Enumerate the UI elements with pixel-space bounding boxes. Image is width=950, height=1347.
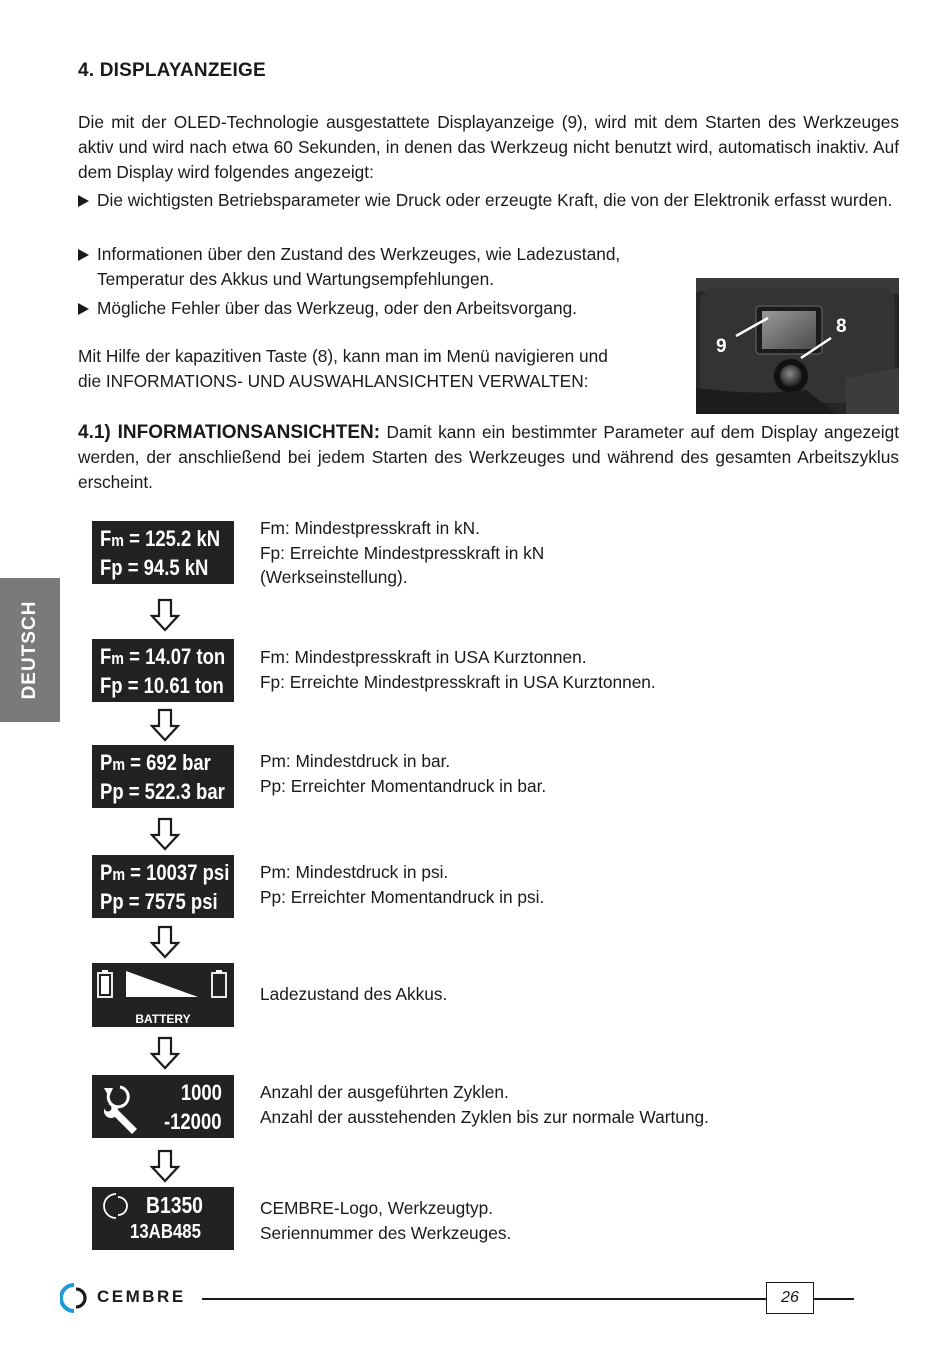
down-arrow-icon <box>150 598 180 632</box>
display-line-1: Fm = 125.2 kN <box>100 526 221 551</box>
description-line: Fm: Mindestpresskraft in USA Kurztonnen. <box>260 647 587 667</box>
description-line: Anzahl der ausgeführten Zyklen. <box>260 1082 509 1102</box>
display-description <box>260 1196 511 1245</box>
description-line: Fp: Erreichte Mindestpresskraft in USA Kurztonnen. <box>260 671 656 692</box>
oled-display-bar <box>92 745 234 808</box>
oled-display-psi <box>92 855 234 918</box>
oled-display-kn <box>92 521 234 584</box>
section-41-title: 4.1) INFORMATIONSANSICHTEN: <box>78 422 381 443</box>
footer-brand: CEMBRE <box>97 1287 186 1306</box>
oled-display-cycles <box>92 1075 234 1138</box>
battery-label: BATTERY <box>135 1012 191 1026</box>
down-arrow-icon <box>150 708 180 742</box>
description-line: (Werkseinstellung). <box>260 567 408 587</box>
play-triangle-icon <box>78 303 89 315</box>
down-arrow-icon <box>150 925 180 959</box>
description-line: Pm: Mindestdruck in bar. <box>260 751 451 771</box>
footer-rule-right <box>814 1298 854 1300</box>
bullet-item <box>78 188 899 213</box>
cycle-icon <box>104 1087 128 1107</box>
cycles-done: 1000 <box>180 1080 222 1105</box>
section-41-text: Damit kann ein bestimmter Parameter auf dem Display angezeigt werden, der anschließend bei jedem Starten des Werkzeuges und während des gesamten Arbeitszyklus erscheint. <box>78 422 899 492</box>
oled-display-ton <box>92 639 234 702</box>
section-41 <box>78 420 899 495</box>
battery-full-icon <box>98 970 112 997</box>
cycles-pending: -12000 <box>164 1109 222 1134</box>
display-line-1: Pm = 10037 psi <box>100 860 230 885</box>
oled-display-model <box>92 1187 234 1250</box>
description-line: Fp: Erreichte Mindestpresskraft in kN <box>260 542 545 563</box>
display-description <box>260 860 544 909</box>
description-line: Pm: Mindestdruck in psi. <box>260 862 449 882</box>
display-line-1: Pm = 692 bar <box>100 750 211 775</box>
page-number: 26 <box>766 1282 814 1314</box>
photo-label-9: 9 <box>716 336 727 357</box>
language-side-tab-label: DEUTSCH <box>19 600 40 700</box>
display-line-2: Fp = 94.5 kN <box>100 555 209 580</box>
section-heading: 4. DISPLAYANZEIGE <box>78 60 266 81</box>
cembre-logo-icon <box>60 1282 90 1314</box>
down-arrow-icon <box>150 817 180 851</box>
display-line-2: Fp = 10.61 ton <box>100 673 224 698</box>
play-triangle-icon <box>78 249 89 261</box>
bullet-text: Informationen über den Zustand des Werkzeuges, wie Ladezustand, Temperatur des Akkus und Wartungsempfehlungen. <box>97 244 621 289</box>
description-line: Fm: Mindestpresskraft in kN. <box>260 518 480 538</box>
description-line: Seriennummer des Werkzeuges. <box>260 1222 512 1243</box>
display-description <box>260 645 656 694</box>
oled-display-battery <box>92 963 234 1027</box>
display-description <box>260 1080 709 1129</box>
description-line: CEMBRE-Logo, Werkzeugtyp. <box>260 1198 494 1218</box>
tool-display-photo <box>696 278 899 414</box>
bullet-text: Mögliche Fehler über das Werkzeug, oder den Arbeitsvorgang. <box>97 298 577 318</box>
down-arrow-icon <box>150 1149 180 1183</box>
play-triangle-icon <box>78 195 89 207</box>
display-description <box>260 749 546 798</box>
description-line: Pp: Erreichter Momentandruck in psi. <box>260 886 545 907</box>
description-line: Pp: Erreichter Momentandruck in bar. <box>260 775 547 796</box>
photo-label-8: 8 <box>836 316 847 337</box>
display-line-1: Fm = 14.07 ton <box>100 644 226 669</box>
display-description <box>260 516 544 590</box>
description-line: Anzahl der ausstehenden Zyklen bis zur normale Wartung. <box>260 1106 709 1127</box>
footer-rule-left <box>202 1298 766 1300</box>
description-line: Ladezustand des Akkus. <box>260 984 448 1004</box>
down-arrow-icon <box>150 1036 180 1070</box>
intro-paragraph: Die mit der OLED-Technologie ausgestattete Displayanzeige (9), wird mit dem Starten des Werkzeuges aktiv und wird nach etwa 60 Sekunden, in denen das Werkzeug nicht benutzt wird, automatisch inaktiv. Auf dem Display wird folgendes angezeigt: <box>78 112 899 182</box>
navigation-text <box>78 344 608 394</box>
battery-level-wedge <box>126 971 198 997</box>
display-line-2: Pp = 7575 psi <box>100 889 218 914</box>
serial-number: 13AB485 <box>130 1221 201 1243</box>
battery-empty-icon <box>212 970 226 997</box>
cembre-logo-icon <box>104 1194 127 1218</box>
display-line-2: Pp = 522.3 bar <box>100 779 225 804</box>
navigation-text-line: Mit Hilfe der kapazitiven Taste (8), kann man im Menü navigieren und <box>78 346 608 366</box>
display-description <box>260 982 447 1007</box>
model-type: B1350 <box>146 1192 203 1218</box>
navigation-text-line: die INFORMATIONS- UND AUSWAHLANSICHTEN VERWALTEN: <box>78 371 589 391</box>
language-side-tab <box>0 578 60 722</box>
bullet-text: Die wichtigsten Betriebsparameter wie Druck oder erzeugte Kraft, die von der Elektronik erfasst wurden. <box>97 190 893 210</box>
